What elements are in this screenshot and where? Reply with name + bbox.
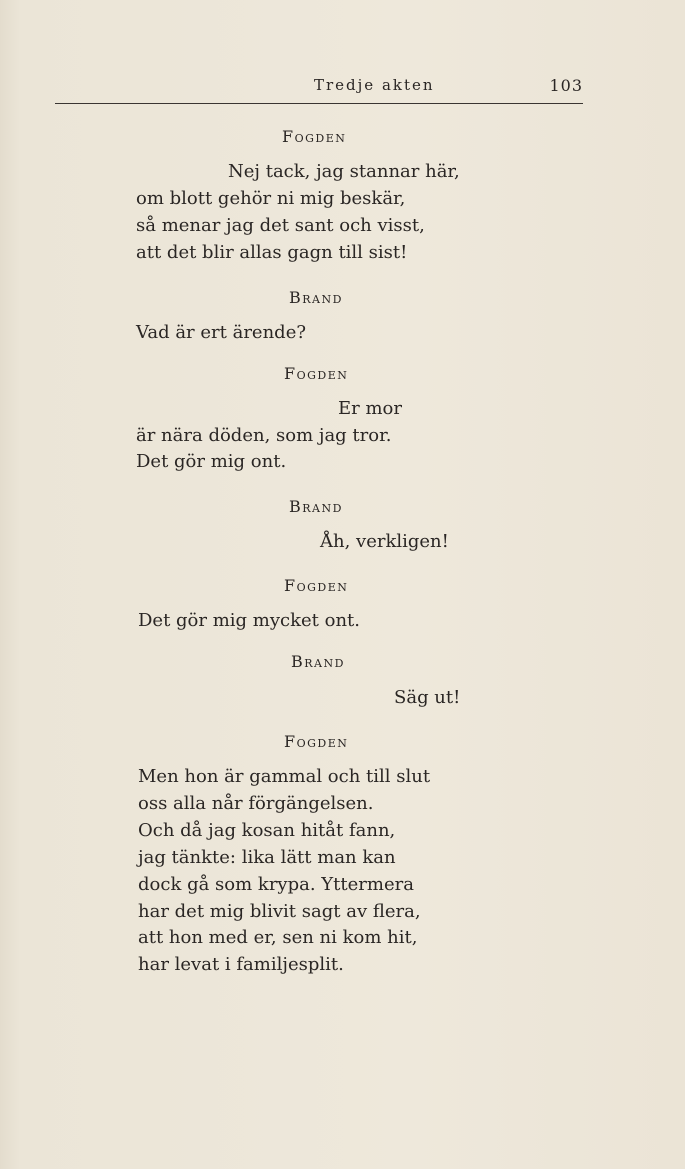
verse-line: om blott gehör ni mig beskär, (136, 188, 406, 209)
verse-line: Er mor (338, 398, 402, 419)
speaker-name: Fogden (284, 364, 349, 383)
verse-line: är nära döden, som jag tror. (136, 425, 392, 446)
speaker-name: Fogden (284, 576, 349, 595)
verse-line: Det gör mig ont. (136, 451, 287, 472)
verse-line: så menar jag det sant och visst, (136, 215, 425, 236)
verse-line: Och då jag kosan hitåt fann, (138, 820, 396, 841)
speaker-name: Fogden (282, 127, 347, 146)
verse-line: Säg ut! (394, 687, 461, 708)
verse-line: oss alla når förgängelsen. (138, 793, 374, 814)
running-title: Tredje akten (314, 76, 435, 94)
verse-line: Vad är ert ärende? (136, 322, 306, 343)
speaker-name: Brand (291, 652, 345, 671)
verse-line: dock gå som krypa. Yttermera (138, 874, 414, 895)
verse-line: Nej tack, jag stannar här, (228, 161, 460, 182)
verse-line: Åh, verkligen! (320, 531, 449, 552)
verse-line: att hon med er, sen ni kom hit, (138, 927, 418, 948)
verse-line: har det mig blivit sagt av flera, (138, 901, 421, 922)
page-header (55, 76, 583, 98)
verse-line: att det blir allas gagn till sist! (136, 242, 408, 263)
speaker-name: Brand (289, 497, 343, 516)
verse-line: jag tänkte: lika lätt man kan (138, 847, 396, 868)
verse-line: Det gör mig mycket ont. (138, 610, 361, 631)
speaker-name: Brand (289, 288, 343, 307)
verse-line: Men hon är gammal och till slut (138, 766, 431, 787)
verse-line: har levat i familjesplit. (138, 954, 344, 975)
page-number: 103 (549, 76, 583, 95)
header-rule (55, 103, 583, 104)
speaker-name: Fogden (284, 732, 349, 751)
